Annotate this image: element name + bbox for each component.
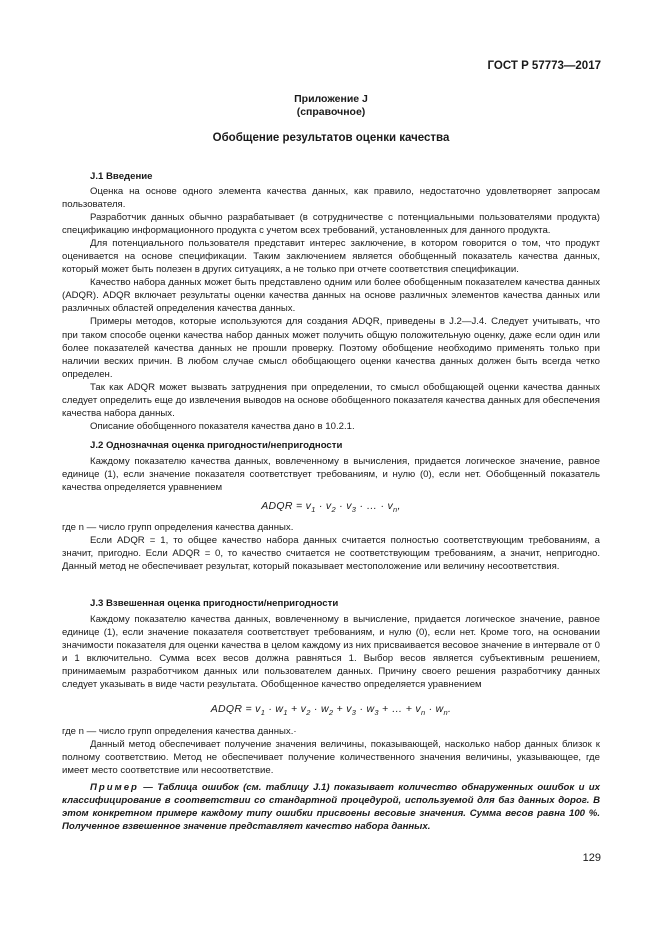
appendix-label: Приложение J (294, 93, 368, 105)
formula-adqr-weighted: ADQR = $v_1 \cdot w_1 + v_2 \cdot w_2 + v_3 \cdot w_3$ + … + $v_n \cdot w_n$. (210, 703, 452, 718)
section-j1-body (62, 185, 600, 433)
appendix-title: Обобщение результатов оценки качества (212, 132, 450, 144)
section-heading-j1: J.1 Введение (90, 171, 153, 182)
paragraph: Каждому показателю качества данных, вовлеченному в вычисления, придается логическое значение, равное единице (1), если значение показателя соответствует требованиям, и нулю (0), если нет. Обобщенный показатель качества определяется уравнением (62, 456, 600, 494)
paragraph: Оценка на основе одного элемента качества данных, как правило, недостаточно удовлетворяет запросам пользователя. (62, 186, 600, 211)
paragraph: Каждому показателю качества данных, вовлеченному в вычисление, придается логическое значение, равное единице (1), если значение показателя соответствует требованиям, и нулю (0), если нет. Кроме того, на основании значимости показателя для оценки качества в целом каждому из них присваивается весовое значение в интервале от 0 и 1 включительно. Сумма всех весов должна равняться 1. Выбор весов является субъективным решением, принимаемым разработчиком данных или пользователем данных. Причину своего решения разработчику данных следует указывать в виде части результата. Обобщенное качество определяется уравнением (62, 614, 600, 691)
standard-number: ГОСТ Р 57773—2017 (487, 60, 601, 72)
formula-lhs: ADQR = (261, 500, 306, 512)
section-j3-body (62, 725, 600, 833)
section-heading-j3: J.3 Взвешенная оценка пригодности/непригодности (90, 598, 339, 609)
paragraph: Качество набора данных может быть представлено одним или более обобщенным показателем качества данных (ADQR). ADQR включает результаты оценки качества данных на основе различных элементов качества данных или различных областей определения качества данных. (62, 277, 600, 315)
example-label: Пример (90, 782, 139, 794)
where-clause: где n — число групп определения качества данных.· (62, 726, 297, 737)
page-number: 129 (582, 852, 601, 864)
section-j2-body (62, 521, 600, 573)
appendix-type: (справочное) (296, 106, 366, 118)
paragraph: Так как ADQR может вызвать затруднения при определении, то смысл обобщающей оценки качества данных следует определить еще до извлечения выводов на основе обобщенного показателя качества данных для обеспечения качества набора данных. (62, 381, 600, 419)
paragraph: Если ADQR = 1, то общее качество набора данных считается полностью соответствующим требованиям, а значит, пригодно. Если ADQR = 0, то качество считается не соответствующим требованиям, а значит, непригодно. Данный метод не обеспечивает результат, который показывает местоположение или величину несоответствия. (62, 535, 600, 573)
formula-adqr-product: ADQR = $v_1 \cdot v_2 \cdot v_3$ · … · $v_n$, (261, 500, 401, 515)
paragraph: Для потенциального пользователя представит интерес заключение, в котором говорится о том, что продукт оценивается на основе спецификации. Таким заключением является обобщенный показатель качества данных, который может быть полезен в других ситуациях, а не только при отчете соответствия спецификации. (62, 238, 600, 276)
section-j3-intro (62, 613, 600, 691)
where-clause: где n — число групп определения качества данных. (62, 522, 294, 533)
formula-lhs: ADQR = (210, 703, 256, 715)
section-j2-intro (62, 455, 600, 494)
paragraph: Примеры методов, которые используются для создания ADQR, приведены в J.2—J.4. Следует учитывать, что при таком способе оценки качества набор данных может получить общую положительную оценку, даже если один или более показателей качества данных не прошли проверку. Поэтому обобщение необходимо применять только при наличии веских причин. В любом случае смысл обобщающего оценки качества данных должен быть всегда четко определен. (62, 316, 600, 380)
example-text: — Таблица ошибок (см. таблицу J.1) показывает количество обнаруженных ошибок и их классифицирование в соответствии со стандартной процедурой, используемой для баз данных дорог. В этом конкретном примере каждому типу ошибки присвоены весовые значения. Сумма весов равна 100 %. Полученное взвешенное значение представляет качество набора данных. (62, 782, 600, 833)
example-note (62, 781, 600, 833)
paragraph: Описание обобщенного показателя качества дано в 10.2.1. (90, 420, 355, 432)
paragraph: Данный метод обеспечивает получение значения величины, показывающей, насколько набор данных близок к полному соответствию. Метод не обеспечивает получение количественного значения величины, указывающее, где имеет место соответствие или несоответствие. (62, 739, 600, 777)
section-heading-j2: J.2 Однозначная оценка пригодности/непригодности (90, 440, 343, 451)
paragraph: Разработчик данных обычно разрабатывает (в сотрудничестве с потенциальными пользователями продукта) спецификацию информационного продукта с учетом всех требований, установленных для данного продукта. (62, 212, 600, 237)
